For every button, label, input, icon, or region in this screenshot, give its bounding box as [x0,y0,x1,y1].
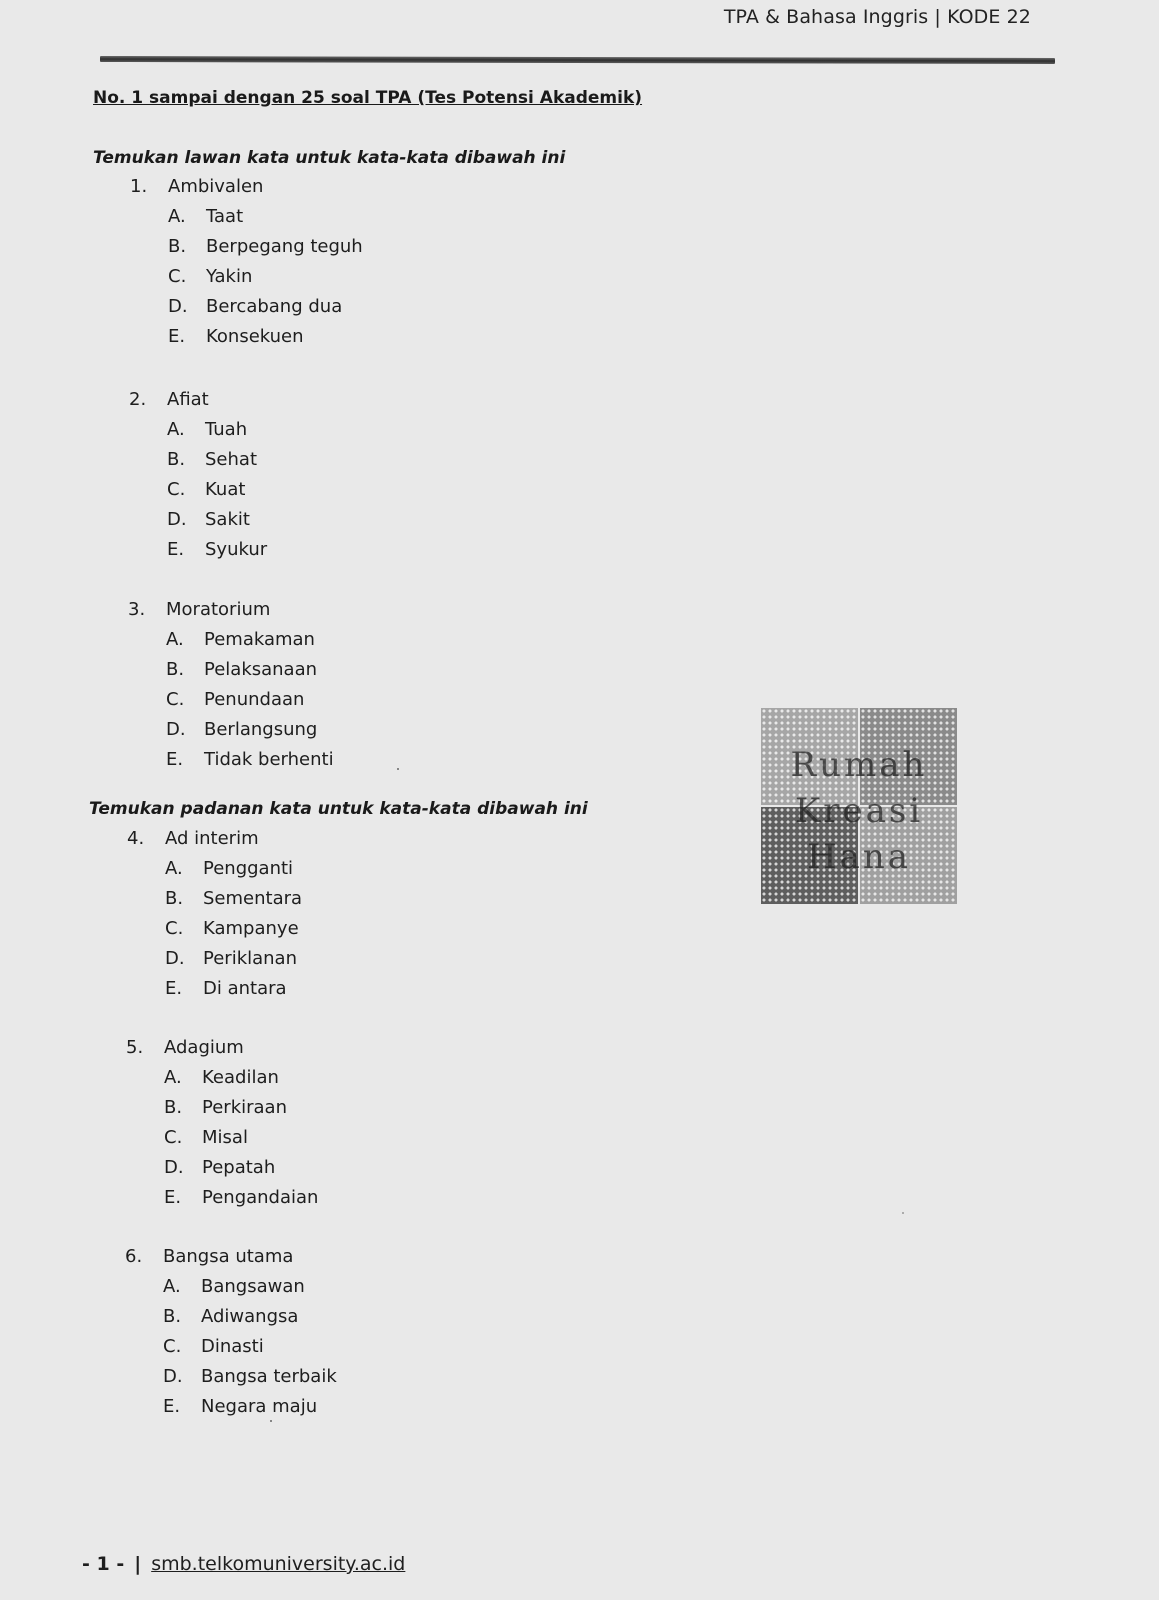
option-e [128,744,334,774]
option-letter: D. [167,508,187,530]
option-text: Tuah [205,418,248,440]
option-text: Negara maju [201,1395,318,1417]
option-letter: D. [165,947,185,969]
footer-website-link[interactable]: smb.telkomuniversity.ac.id [151,1553,406,1575]
page-footer [82,1553,405,1575]
option-e [125,1391,337,1421]
watermark-logo [761,708,957,904]
option-text: Sementara [203,887,303,909]
header-divider [100,56,1055,64]
option-letter: D. [163,1365,183,1387]
question-2 [129,384,267,564]
option-text: Di antara [203,977,287,999]
watermark-line: Kreasi [794,791,924,831]
option-b [129,444,267,474]
option-letter: D. [164,1156,184,1178]
option-e [130,321,363,351]
option-c [130,261,363,291]
question-word: Adagium [164,1036,244,1058]
option-text: Misal [202,1126,248,1148]
option-d [129,504,267,534]
option-letter: C. [165,917,184,939]
option-text: Keadilan [202,1066,279,1088]
option-b [128,654,334,684]
page-number: - 1 - [82,1553,125,1575]
option-a [127,853,302,883]
option-letter: A. [167,418,185,440]
question-number: 3. [128,598,146,620]
option-e [126,1182,318,1212]
option-text: Pengandaian [202,1186,319,1208]
option-letter: A. [164,1066,182,1088]
option-text: Penundaan [204,688,305,710]
question-word: Ad interim [165,827,259,849]
option-a [128,624,334,654]
question-number: 2. [129,388,147,410]
option-c [126,1122,318,1152]
option-text: Berlangsung [204,718,318,740]
option-letter: B. [167,448,186,470]
option-c [128,684,334,714]
option-text: Sakit [205,508,250,530]
instruction-synonym: Temukan padanan kata untuk kata-kata dibawah ini [89,799,588,819]
option-letter: C. [168,265,187,287]
option-text: Berpegang teguh [206,235,363,257]
option-text: Taat [206,205,244,227]
option-d [128,714,334,744]
option-text: Tidak berhenti [204,748,334,770]
option-letter: A. [166,628,184,650]
option-letter: A. [163,1275,181,1297]
option-b [127,883,302,913]
option-text: Kuat [205,478,246,500]
question-4 [127,823,302,1003]
option-letter: E. [167,538,185,560]
option-letter: C. [167,478,186,500]
option-text: Pelaksanaan [204,658,318,680]
option-c [125,1331,337,1361]
option-e [129,534,267,564]
option-b [126,1092,318,1122]
question-3 [128,594,334,774]
option-letter: E. [168,325,186,347]
option-text: Kampanye [203,917,299,939]
question-word: Ambivalen [168,175,264,197]
watermark-line: Rumah [790,745,928,785]
question-number: 1. [130,175,148,197]
watermark-line: Hana [806,837,912,877]
option-text: Dinasti [201,1335,264,1357]
option-letter: B. [165,887,184,909]
option-text: Pemakaman [204,628,315,650]
option-letter: B. [168,235,187,257]
option-a [129,414,267,444]
option-d [125,1361,337,1391]
scan-speck [902,1212,904,1214]
option-text: Perkiraan [202,1096,287,1118]
option-letter: C. [163,1335,182,1357]
option-d [127,943,302,973]
option-a [126,1062,318,1092]
option-letter: B. [164,1096,183,1118]
option-text: Bangsa terbaik [201,1365,337,1387]
option-text: Pepatah [202,1156,276,1178]
option-letter: C. [166,688,185,710]
option-text: Yakin [206,265,253,287]
scan-speck [270,1420,272,1422]
option-text: Periklanan [203,947,297,969]
option-e [127,973,302,1003]
option-b [130,231,363,261]
option-text: Syukur [205,538,268,560]
option-letter: E. [165,977,183,999]
question-number: 4. [127,827,145,849]
scan-speck [397,768,399,770]
option-letter: C. [164,1126,183,1148]
option-c [129,474,267,504]
option-b [125,1301,337,1331]
option-letter: D. [168,295,188,317]
watermark-text [761,742,957,880]
option-letter: E. [163,1395,181,1417]
option-text: Bercabang dua [206,295,343,317]
option-text: Bangsawan [201,1275,305,1297]
option-text: Adiwangsa [201,1305,299,1327]
question-5 [126,1032,318,1212]
footer-separator: | [134,1553,142,1575]
question-word: Bangsa utama [163,1245,294,1267]
question-number: 5. [126,1036,144,1058]
option-text: Pengganti [203,857,294,879]
option-letter: A. [165,857,183,879]
option-a [130,201,363,231]
question-6 [125,1241,337,1421]
option-text: Konsekuen [206,325,304,347]
option-letter: E. [164,1186,182,1208]
option-letter: E. [166,748,184,770]
option-d [130,291,363,321]
option-c [127,913,302,943]
question-number: 6. [125,1245,143,1267]
instruction-antonym: Temukan lawan kata untuk kata-kata dibawah ini [93,148,566,168]
option-a [125,1271,337,1301]
option-letter: A. [168,205,186,227]
option-d [126,1152,318,1182]
question-word: Moratorium [166,598,271,620]
question-1 [130,171,363,351]
option-letter: D. [166,718,186,740]
option-letter: B. [166,658,185,680]
header-title: TPA & Bahasa Inggris | KODE 22 [723,6,1031,28]
option-text: Sehat [205,448,257,470]
option-letter: B. [163,1305,182,1327]
section-title: No. 1 sampai dengan 25 soal TPA (Tes Potensi Akademik) [93,88,643,108]
question-word: Afiat [167,388,209,410]
